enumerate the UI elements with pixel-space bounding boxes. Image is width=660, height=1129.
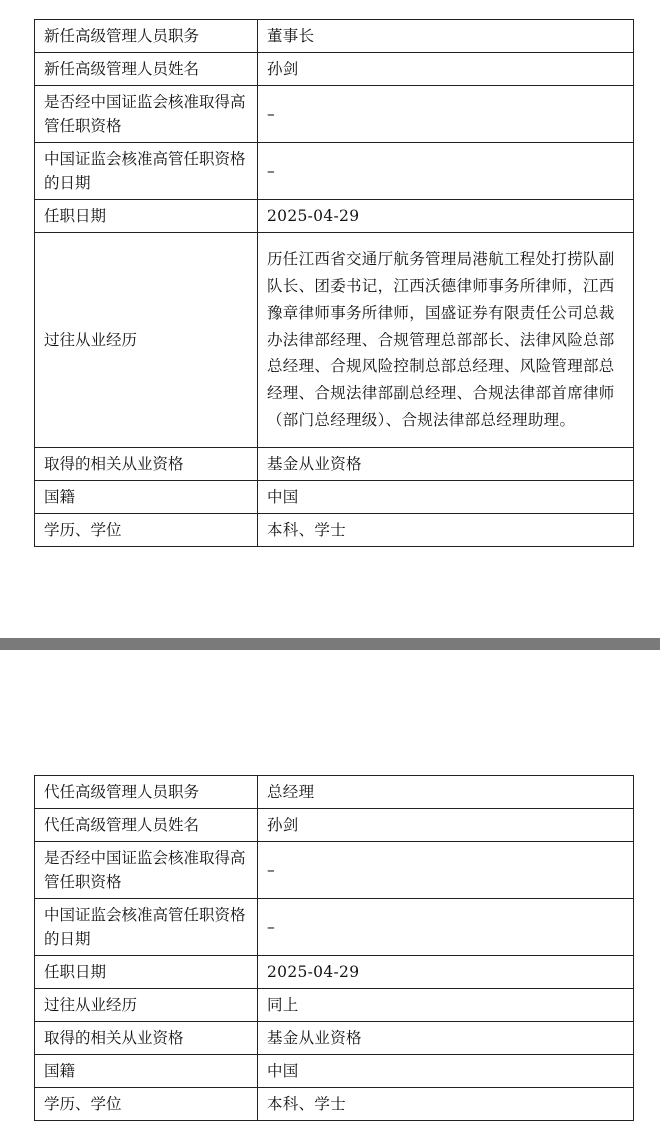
page-divider [0, 638, 660, 650]
table-row [35, 448, 634, 481]
field-value: 本科、学士 [258, 1088, 634, 1121]
field-label: 取得的相关从业资格 [35, 448, 258, 481]
field-value: – [258, 86, 634, 143]
table-row [35, 899, 634, 956]
table-row [35, 1022, 634, 1055]
field-value: 同上 [258, 989, 634, 1022]
table-row [35, 233, 634, 448]
table-row [35, 514, 634, 547]
field-label: 国籍 [35, 481, 258, 514]
field-label: 任职日期 [35, 200, 258, 233]
field-label: 代任高级管理人员姓名 [35, 809, 258, 842]
field-label: 是否经中国证监会核准取得高管任职资格 [35, 842, 258, 899]
field-value: 2025-04-29 [258, 200, 634, 233]
table-row [35, 200, 634, 233]
table-row [35, 86, 634, 143]
table-row [35, 1055, 634, 1088]
field-value: 本科、学士 [258, 514, 634, 547]
field-label: 是否经中国证监会核准取得高管任职资格 [35, 86, 258, 143]
table-row [35, 809, 634, 842]
table-row [35, 20, 634, 53]
acting-executive-table [34, 775, 634, 1121]
field-value: – [258, 899, 634, 956]
field-label: 过往从业经历 [35, 989, 258, 1022]
table-row [35, 53, 634, 86]
field-value: 董事长 [258, 20, 634, 53]
field-label: 取得的相关从业资格 [35, 1022, 258, 1055]
field-value: 2025-04-29 [258, 956, 634, 989]
table-row [35, 1088, 634, 1121]
table-row [35, 776, 634, 809]
table-row [35, 143, 634, 200]
field-label: 学历、学位 [35, 1088, 258, 1121]
field-label: 过往从业经历 [35, 233, 258, 448]
field-label: 新任高级管理人员姓名 [35, 53, 258, 86]
field-value: 基金从业资格 [258, 448, 634, 481]
field-label: 国籍 [35, 1055, 258, 1088]
field-value: 中国 [258, 481, 634, 514]
table-row [35, 842, 634, 899]
field-value: – [258, 143, 634, 200]
field-label: 任职日期 [35, 956, 258, 989]
table-row [35, 481, 634, 514]
field-value: 总经理 [258, 776, 634, 809]
field-value: 中国 [258, 1055, 634, 1088]
field-value: 孙剑 [258, 809, 634, 842]
table-row [35, 989, 634, 1022]
field-value: 孙剑 [258, 53, 634, 86]
new-executive-table [34, 19, 634, 547]
field-label: 中国证监会核准高管任职资格的日期 [35, 143, 258, 200]
field-value: – [258, 842, 634, 899]
field-label: 代任高级管理人员职务 [35, 776, 258, 809]
work-history-text: 历任江西省交通厅航务管理局港航工程处打捞队副队长、团委书记，江西沃德律师事务所律师，江西豫章律师事务所律师，国盛证券有限责任公司总裁办法律部经理、合规管理总部部长、法律风险总部总经理、合规风险控制总部总经理、风险管理部总经理、合规法律部副总经理、合规法律部首席律师（部门总经理级）、合规法律部总经理助理。 [258, 233, 634, 448]
field-label: 中国证监会核准高管任职资格的日期 [35, 899, 258, 956]
field-label: 新任高级管理人员职务 [35, 20, 258, 53]
field-value: 基金从业资格 [258, 1022, 634, 1055]
field-label: 学历、学位 [35, 514, 258, 547]
table-row [35, 956, 634, 989]
